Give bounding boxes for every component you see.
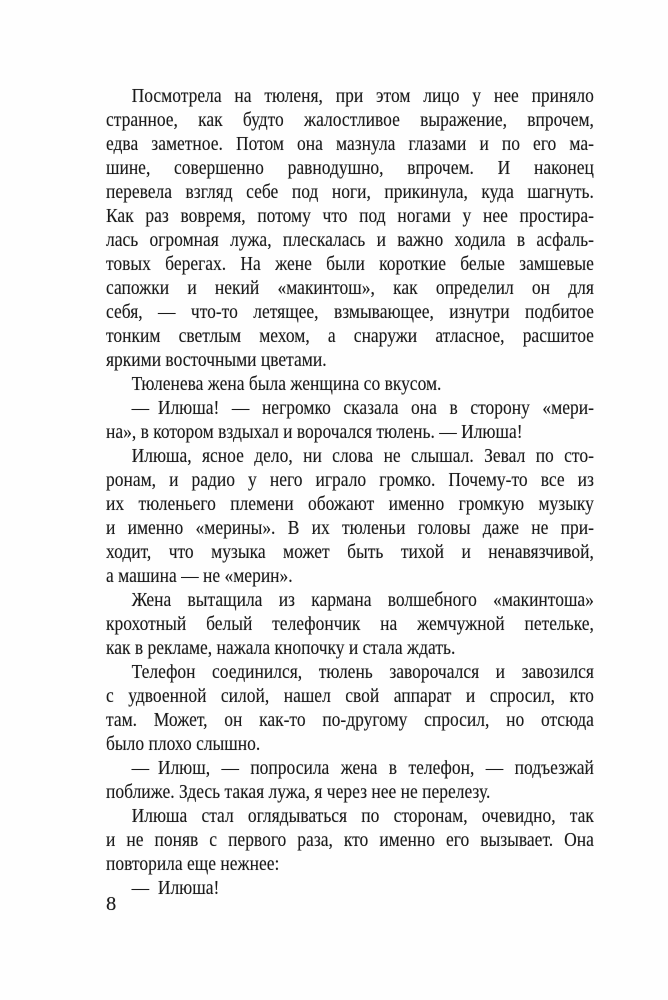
text-line: крохотный белый телефончик на жемчужной петельке, <box>106 613 594 635</box>
paragraph <box>106 444 594 588</box>
page-number: 8 <box>106 893 117 915</box>
paragraph <box>106 756 594 804</box>
text-line: и именно «мерины». В их тюленьи головы даже не при- <box>106 517 594 539</box>
page-text <box>106 84 594 900</box>
text-line: на», в котором вздыхал и ворочался тюлень. — Илюша! <box>106 421 523 443</box>
text-line: товых берегах. На жене были короткие белые замшевые <box>106 253 594 275</box>
text-line: себя, — что-то летящее, взмывающее, изнутри подбитое <box>106 301 594 323</box>
text-line: Жена вытащила из кармана волшебного «макинтоша» <box>131 589 594 611</box>
text-line: поближе. Здесь такая лужа, я через нее не перелезу. <box>106 781 491 803</box>
text-line: лась огромная лужа, плескалась и важно ходила в асфаль- <box>106 229 594 251</box>
text-line: было плохо слышно. <box>106 733 261 755</box>
text-line: — Илюша! <box>131 877 220 899</box>
text-line: с удвоенной силой, нашел свой аппарат и спросил, кто <box>106 685 594 707</box>
paragraph <box>106 84 594 372</box>
paragraph <box>106 660 594 756</box>
text-line: шине, совершенно равнодушно, впрочем. И наконец <box>106 157 594 179</box>
text-line: ронам, и радио у него играло громко. Почему-то все из <box>106 469 594 491</box>
text-line: тонким светлым мехом, а снаружи атласное, расшитое <box>106 325 594 347</box>
text-line: а машина — не «мерин». <box>106 565 293 587</box>
text-line: яркими восточными цветами. <box>106 349 327 371</box>
text-line: Илюша стал оглядываться по сторонам, очевидно, так <box>131 805 594 827</box>
paragraph <box>106 372 594 396</box>
paragraph <box>106 396 594 444</box>
text-line: странное, как будто жалостливое выражение, впрочем, <box>106 109 594 131</box>
text-line: едва заметное. Потом она мазнула глазами и по его ма- <box>106 133 594 155</box>
text-line: Телефон соединился, тюлень заворочался и завозился <box>131 661 594 683</box>
text-line: перевела взгляд себе под ноги, прикинула, куда шагнуть. <box>106 181 594 203</box>
text-line: повторила еще нежнее: <box>106 853 280 875</box>
text-line: и не поняв с первого раза, кто именно его вызывает. Она <box>106 829 594 851</box>
text-line: Как раз вовремя, потому что под ногами у нее простира- <box>106 205 594 227</box>
text-line: как в рекламе, нажала кнопочку и стала ждать. <box>106 637 456 659</box>
text-line: ходит, что музыка может быть тихой и ненавязчивой, <box>106 541 594 563</box>
text-line: Тюленева жена была женщина со вкусом. <box>131 373 442 395</box>
text-line: Илюша, ясное дело, ни слова не слышал. Зевал по сто- <box>131 445 594 467</box>
text-line: Посмотрела на тюленя, при этом лицо у нее приняло <box>131 85 594 107</box>
paragraph <box>106 588 594 660</box>
text-line: сапожки и некий «макинтош», как определил он для <box>106 277 594 299</box>
text-line: — Илюша! — негромко сказала она в сторону «мери- <box>131 397 594 419</box>
text-line: — Илюш, — попросила жена в телефон, — подъезжай <box>131 757 594 779</box>
text-line: там. Может, он как-то по-другому спросил, но отсюда <box>106 709 594 731</box>
paragraph <box>106 876 594 900</box>
paragraph <box>106 804 594 876</box>
text-line: их тюленьего племени обожают именно громкую музыку <box>106 493 594 515</box>
